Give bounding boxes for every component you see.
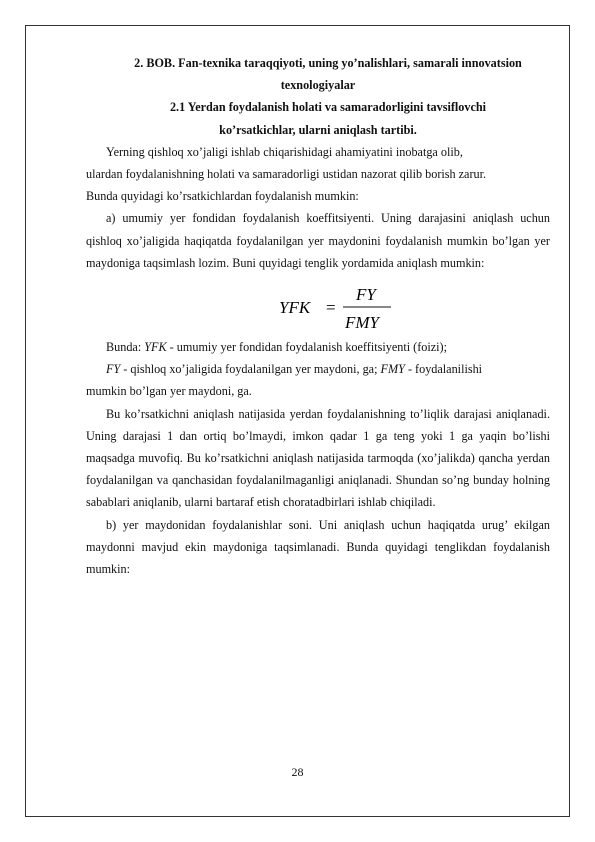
- formula-equals: =: [326, 298, 336, 318]
- chapter-title-line1: 2. BOB. Fan-texnika taraqqiyoti, uning yo’nalishlari, samarali innovatsion: [134, 56, 522, 70]
- definition-fmy-cont: mumkin bo’lgan yer maydoni, ga.: [86, 384, 252, 399]
- formula-numerator: FY: [356, 285, 376, 305]
- formula-lhs: YFK: [279, 298, 311, 318]
- symbol-fmy: FMY: [380, 362, 405, 377]
- intro-line2: ulardan foydalanishning holati va samaradorligi ustidan nazorat qilib borish zarur.: [86, 167, 487, 182]
- section-title-line1: 2.1 Yerdan foydalanish holati va samaradorligini tavsiflovchi: [169, 100, 487, 115]
- definition-yfk: [86, 336, 550, 358]
- definition-fy: [86, 358, 550, 380]
- item-b-paragraph: b) yer maydonidan foydalanishlar soni. Uni aniqlash uchun haqiqatda urug’ ekilgan maydonni mavjud ekin maydoniga taqsimlanadi. Bunda quyidagi tenglikdan foydalanish mumkin:: [86, 517, 550, 577]
- bunda-label: Bunda:: [106, 340, 145, 355]
- document-body: [86, 52, 550, 580]
- formula-graphic: [261, 276, 401, 336]
- symbol-yfk: YFK: [144, 340, 167, 355]
- fmy-description: - foydalanilishi: [404, 362, 483, 377]
- section-title-line2: ko’rsatkichlar, ularni aniqlash tartibi.: [219, 122, 417, 137]
- intro-line3: Bunda quyidagi ko’rsatkichlardan foydalanish mumkin:: [86, 189, 359, 204]
- item-a-paragraph: a) umumiy yer fondidan foydalanish koeffitsiyenti. Uning darajasini aniqlash uchun qishloq xo’jaligida haqiqatda foydalanilgan yer maydonini foydalanish mumkin bo’lgan yer maydoniga taqsimlash lozim. Buni quyidagi tenglik yordamida aniqlash mumkin:: [86, 211, 550, 270]
- yfk-description: - umumiy yer fondidan foydalanish koeffitsiyenti (foizi);: [166, 340, 447, 355]
- formula-denominator: FMY: [345, 313, 379, 333]
- symbol-fy: FY: [106, 362, 121, 377]
- page-number: 28: [291, 765, 304, 779]
- intro-line1: Yerning qishloq xo’jaligi ishlab chiqarishidagi ahamiyatini inobatga olib,: [106, 144, 463, 159]
- result-paragraph: Bu ko’rsatkichni aniqlash natijasida yerdan foydalanishning to’liqlik darajasi aniqlanadi. Uning darajasi 1 dan ortiq bo’lmaydi, imkon qadar 1 ga teng yoki 1 ga yaqin bo’lishi maqsadga muvofiq. Bu ko’rsatkichni aniqlash natijasida tarmoqda (xo’jalikda) qancha yerdan foydalanilgan va qanchasidan foydalanilmaganligi aniqlanadi. Shundan so’ng bunday holning sabablari aniqlanib, ularni bartaraf etish choratadbirlari ishlab chiqiladi.: [86, 406, 550, 510]
- fy-description: - qishloq xo’jaligida foydalanilgan yer maydoni, ga;: [120, 362, 381, 377]
- chapter-title-line2: texnologiyalar: [280, 78, 356, 93]
- formula-yfk: [86, 276, 550, 336]
